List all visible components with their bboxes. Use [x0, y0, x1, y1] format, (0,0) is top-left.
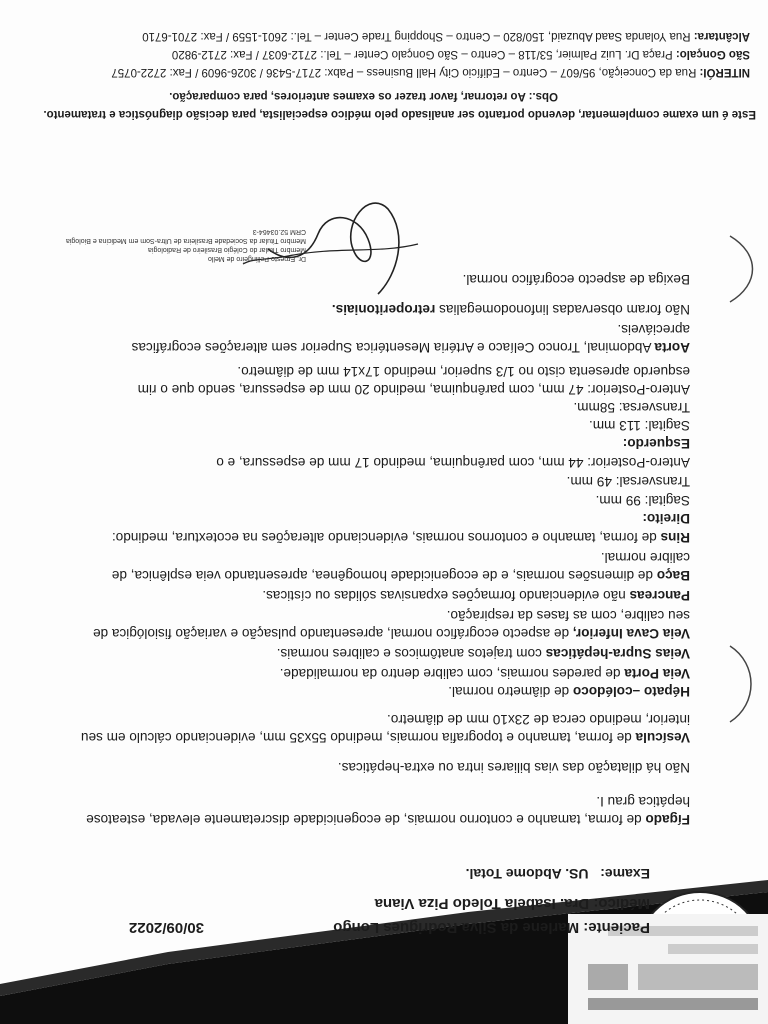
veia-cava-title: Veia Cava Inferior, — [572, 626, 690, 641]
doctor-line — [375, 895, 650, 912]
aorta-line-1 — [132, 338, 690, 356]
vesicula-text: de forma, tamanho e topografia normais, medindo 55x35 mm, evidenciando cálculo em seu — [80, 730, 636, 745]
stamp-line-3: Membro Titular da Sociedade Brasileira de Ultra-Som em Medicina e Biologia — [65, 237, 306, 244]
veias-supra-title: Veias Supra-hepáticas — [545, 646, 690, 661]
aorta-title: Aorta — [654, 340, 690, 355]
exam-name: US. Abdome Total. — [465, 866, 589, 882]
direito-transversal: Transversal: 49 mm. — [566, 474, 690, 489]
veia-cava-line-1 — [93, 624, 690, 642]
doctor-name: Dra. Isabela Toledo Piza Viana — [374, 895, 590, 912]
rins-text: de forma, tamanho e contornos normais, evidenciando alterações na ecotextura, medindo: — [111, 530, 661, 545]
rins-line — [112, 528, 690, 546]
address-niteroi — [111, 66, 750, 78]
direito-antero: Antero-Posterior: 44 mm, com parênquima, medindo 17 mm de espessura, e o — [216, 455, 690, 470]
veias-supra-line — [277, 644, 690, 662]
vesicula-title: Vesícula — [635, 730, 690, 745]
handwritten-signature — [238, 184, 438, 304]
patient-label: Paciente: — [583, 919, 650, 936]
baco-line-2: calibre normal. — [600, 550, 690, 565]
scan-header-band — [0, 864, 768, 1024]
exam-date: 30/09/2022 — [128, 919, 204, 936]
footer-obs: Obs.: Ao retornar, favor trazer os exames anteriores, para comparação. — [169, 90, 558, 102]
esquerdo-transversa: Transversa: 58mm. — [573, 400, 690, 415]
address-sao-goncalo-text: Praça Dr. Luiz Palmier, 53/118 – Centro – São Gonçalo Center – Tel.: 2712-6037 / Fax: 2712-9820 — [171, 48, 676, 60]
vesicula-line-2: interior, medindo cerca de 23x10 mm de diâmetro. — [387, 712, 690, 727]
pancreas-text: não evidenciando formações expansivas sólidas ou císticas. — [262, 588, 630, 603]
stamp-line-2: Membro Titular do Colégio Brasileiro de Radiologia — [148, 246, 306, 253]
patient-line — [333, 919, 650, 936]
hepato-title: Hépato –colédoco — [572, 684, 690, 699]
stamp-doctor-name: Dr. Ernesto Pellingeiro de Mello — [207, 255, 306, 262]
veias-supra-text: com trajetos anatômicos e calibres normais. — [276, 646, 546, 661]
veia-cava-line-2: seu calibre, com as fases da respiração. — [446, 608, 690, 623]
rins-title: Rins — [660, 530, 690, 545]
address-alcantara-label: Alcântara: — [693, 30, 750, 42]
veia-porta-text: de paredes normais, com calibre dentro da normalidade. — [279, 666, 625, 681]
esquerdo-antero-line-2: esquerdo apresenta cisto no 1/3 superior, medindo 17x14 mm de diâmetro. — [237, 364, 690, 379]
figado-line-1 — [86, 810, 690, 828]
exam-label: Exame: — [600, 866, 650, 882]
direito-title: Direito: — [642, 511, 690, 526]
esquerdo-antero-line-1: Antero-Posterior: 47 mm, com parênquima, medindo 20 mm de espessura, sendo que o rim — [137, 382, 690, 397]
address-alcantara — [142, 30, 750, 42]
scan-edge-arc — [728, 644, 768, 724]
figado-text: de forma, tamanho e contorno normais, de ecogenicidade discretamente elevada, esteatose — [86, 812, 646, 827]
veia-cava-text: de aspecto ecográfico normal, apresentando pulsação e variação fisiológica de — [93, 626, 573, 641]
vesicula-line-1 — [81, 728, 690, 746]
figado-title: Fígado — [645, 812, 690, 827]
address-sao-goncalo — [172, 48, 750, 60]
address-niteroi-text: Rua da Conceição, 95/607 – Centro – Edifício City Hall Business – Pabx: 2717-5436 / 3026-9609 / Fax: 2722-0757 — [111, 66, 700, 78]
pancreas-line — [262, 586, 690, 604]
address-niteroi-label: NITERÓI: — [699, 66, 750, 78]
hepato-text: de diâmetro normal. — [448, 684, 573, 699]
footer-disclaimer: Este é um exame complementar, devendo portanto ser analisado pelo médico especialista, para decisão diagnóstica e tratamento. — [43, 108, 756, 120]
veia-porta-title: Veia Porta — [624, 666, 690, 681]
bexiga-line: Bexiga de aspecto ecográfico normal. — [462, 272, 690, 287]
esquerdo-title: Esquerdo: — [622, 436, 690, 451]
stamp-crm: CRM 52.03464-3 — [252, 228, 306, 235]
baco-text: de dimensões normais, e de ecogenicidade homogênea, apresentando veia esplênica, de — [111, 568, 657, 583]
scan-edge-arc — [728, 234, 768, 304]
hepato-line — [448, 682, 690, 700]
patient-name: Marlene da Silva Rodrigues Longo — [333, 919, 580, 936]
baco-line-1 — [112, 566, 690, 584]
aorta-line-2: apreciáveis. — [617, 322, 690, 337]
pancreas-title: Pancreas — [629, 588, 690, 603]
doctor-label: Médico: — [593, 895, 650, 912]
figado-line-2: hepática grau I. — [596, 794, 690, 809]
esquerdo-sagital: Sagital: 113 mm. — [589, 418, 690, 433]
direito-sagital: Sagital: 99 mm. — [595, 493, 690, 508]
address-alcantara-text: Rua Yolanda Saad Abuzaid, 150/820 – Centro – Shopping Trade Center – Tel.: 2601-1559 / Fax: 2701-6710 — [142, 30, 694, 42]
exam-line — [466, 866, 650, 882]
vias-biliares: Não há dilatação das vias biliares intra ou extra-hepáticas. — [337, 760, 690, 775]
linfo-bold: retroperitoniais. — [331, 302, 436, 317]
aorta-text: Abdominal, Tronco Celíaco e Artéria Mesentérica Superior sem alterações ecográficas — [131, 340, 655, 355]
linfo-text: Não foram observadas linfonodomegalias — [435, 302, 690, 317]
baco-title: Baço — [656, 568, 690, 583]
address-sao-goncalo-label: São Gonçalo: — [675, 48, 750, 60]
veia-porta-line — [280, 664, 690, 682]
